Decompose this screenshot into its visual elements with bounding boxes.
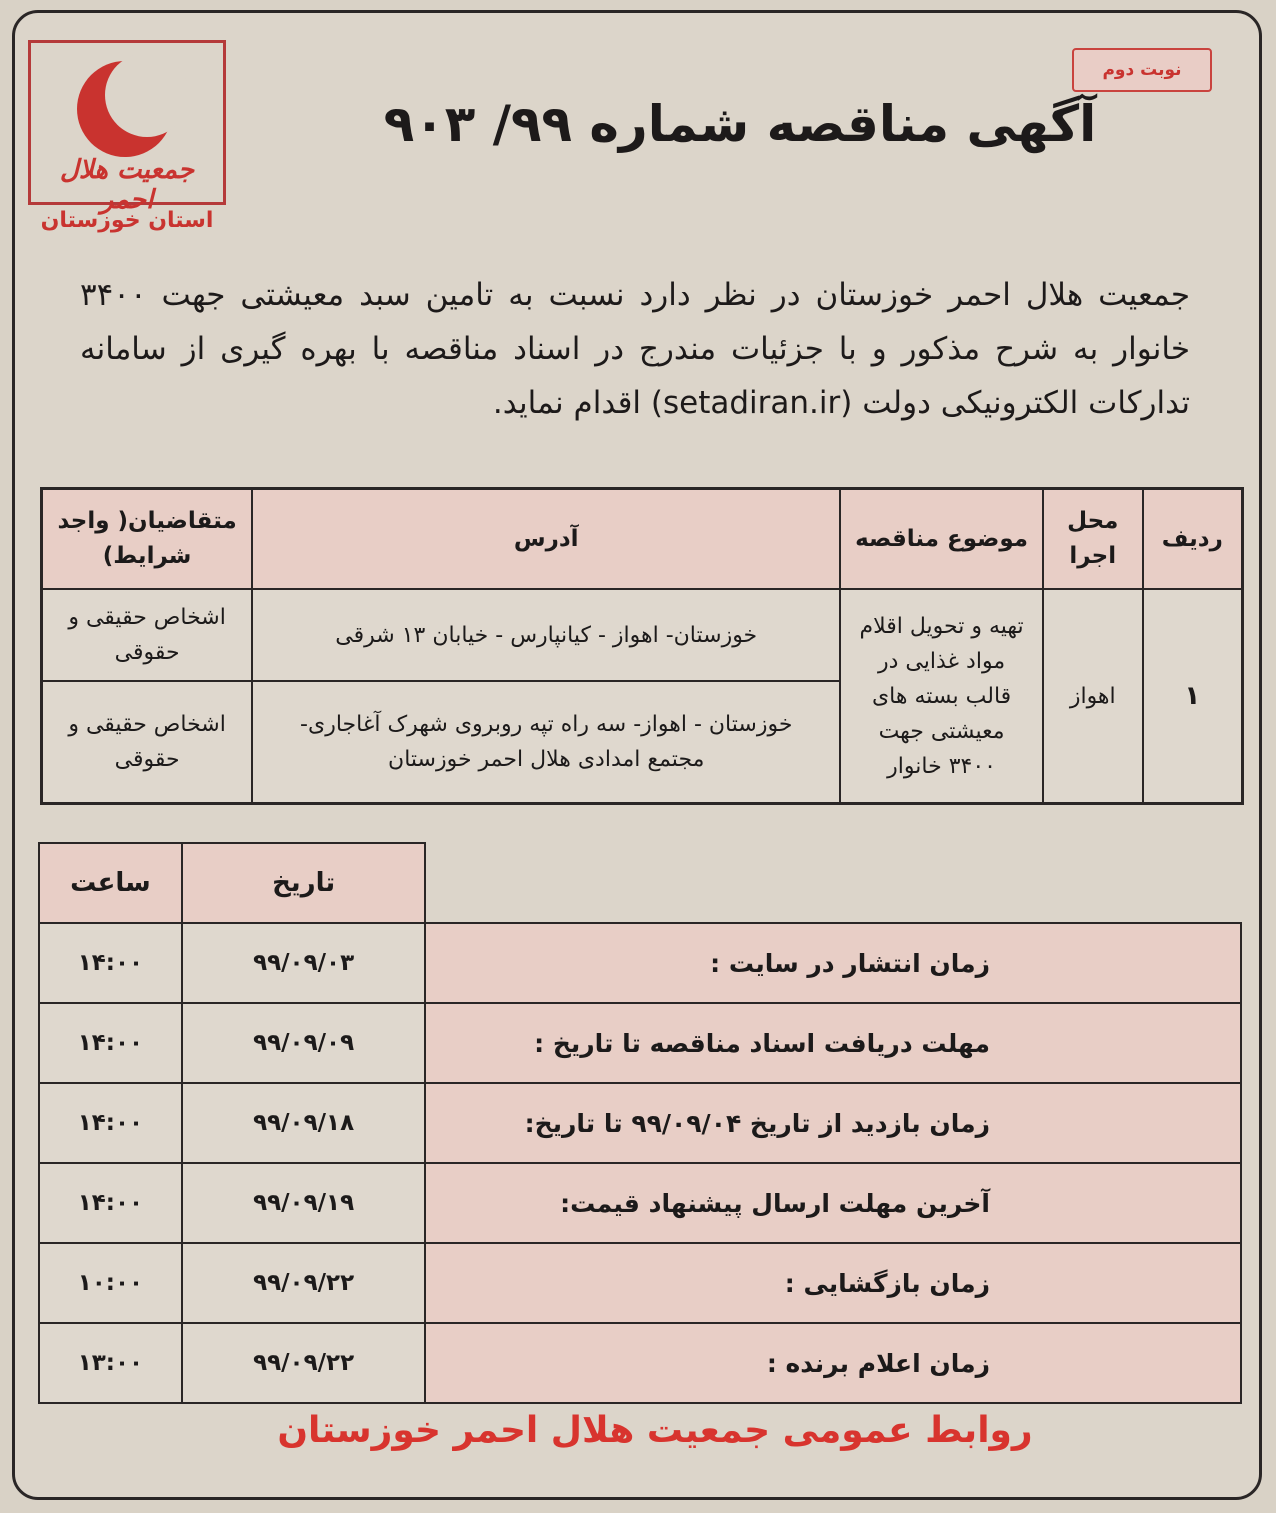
schedule-table — [38, 842, 1242, 1404]
logo-org-name: جمعیت هلال احمر — [59, 155, 195, 215]
date-cell: ۹۹/۰۹/۰۳ — [182, 923, 426, 1003]
table-row — [39, 1083, 1241, 1163]
table-row — [42, 589, 1243, 681]
date-cell: ۹۹/۰۹/۱۸ — [182, 1083, 426, 1163]
table-row — [39, 1323, 1241, 1403]
row-address-1: خوزستان- اهواز - کیانپارس - خیابان ۱۳ شرقی — [252, 589, 840, 681]
page-title: آگهی مناقصه شماره ۹۹/ ۹۰۳ — [383, 95, 1097, 153]
tender-table-header — [42, 489, 1243, 590]
tender-table — [40, 487, 1244, 805]
header-applicants: متقاضیان( واجد شرایط) — [42, 489, 253, 590]
round-badge: نوبت دوم — [1072, 48, 1212, 92]
red-crescent-logo — [28, 40, 226, 215]
schedule-label: زمان انتشار در سایت : — [425, 923, 1241, 1003]
time-cell: ۱۰:۰۰ — [39, 1243, 182, 1323]
row-address-2: خوزستان - اهواز- سه راه تپه روبروی شهرک آغاجاری- مجتمع امدادی هلال احمر خوزستان — [252, 681, 840, 804]
date-cell: ۹۹/۰۹/۲۲ — [182, 1243, 426, 1323]
date-cell: ۹۹/۰۹/۱۹ — [182, 1163, 426, 1243]
schedule-label: زمان بازدید از تاریخ ۹۹/۰۹/۰۴ تا تاریخ: — [425, 1083, 1241, 1163]
date-cell: ۹۹/۰۹/۲۲ — [182, 1323, 426, 1403]
row-subject: تهیه و تحویل اقلام مواد غذایی در قالب بسته های معیشتی جهت ۳۴۰۰ خانوار — [840, 589, 1043, 804]
schedule-label: آخرین مهلت ارسال پیشنهاد قیمت: — [425, 1163, 1241, 1243]
table-row — [39, 1243, 1241, 1323]
row-applicants-1: اشخاص حقیقی و حقوقی — [42, 589, 253, 681]
time-cell: ۱۴:۰۰ — [39, 1003, 182, 1083]
header-address: آدرس — [252, 489, 840, 590]
table-row — [39, 1163, 1241, 1243]
schedule-label: مهلت دریافت اسناد مناقصه تا تاریخ : — [425, 1003, 1241, 1083]
header-time: ساعت — [39, 843, 182, 923]
table-row — [39, 1003, 1241, 1083]
row-location: اهواز — [1043, 589, 1143, 804]
date-cell: ۹۹/۰۹/۰۹ — [182, 1003, 426, 1083]
header-subject: موضوع مناقصه — [840, 489, 1043, 590]
intro-paragraph: جمعیت هلال احمر خوزستان در نظر دارد نسبت به تامین سبد معیشتی جهت ۳۴۰۰ خانوار به شرح مذکور و با جزئیات مندرج در اسناد مناقصه با بهره گیری از سامانه تدارکات الکترونیکی دولت (setadiran.ir) اقدام نماید. — [80, 277, 1190, 421]
header-row-no: ردیف — [1143, 489, 1243, 590]
schedule-header — [39, 843, 1241, 923]
province-label: استان خوزستان — [40, 208, 214, 233]
row-number: ۱ — [1143, 589, 1243, 804]
header-date: تاریخ — [182, 843, 426, 923]
time-cell: ۱۴:۰۰ — [39, 923, 182, 1003]
time-cell: ۱۴:۰۰ — [39, 1163, 182, 1243]
footer-signature: روابط عمومی جمعیت هلال احمر خوزستان — [277, 1410, 1033, 1451]
row-applicants-2: اشخاص حقیقی و حقوقی — [42, 681, 253, 804]
schedule-label: زمان اعلام برنده : — [425, 1323, 1241, 1403]
table-row — [39, 923, 1241, 1003]
header-location: محل اجرا — [1043, 489, 1143, 590]
time-cell: ۱۳:۰۰ — [39, 1323, 182, 1403]
schedule-label: زمان بازگشایی : — [425, 1243, 1241, 1323]
time-cell: ۱۴:۰۰ — [39, 1083, 182, 1163]
